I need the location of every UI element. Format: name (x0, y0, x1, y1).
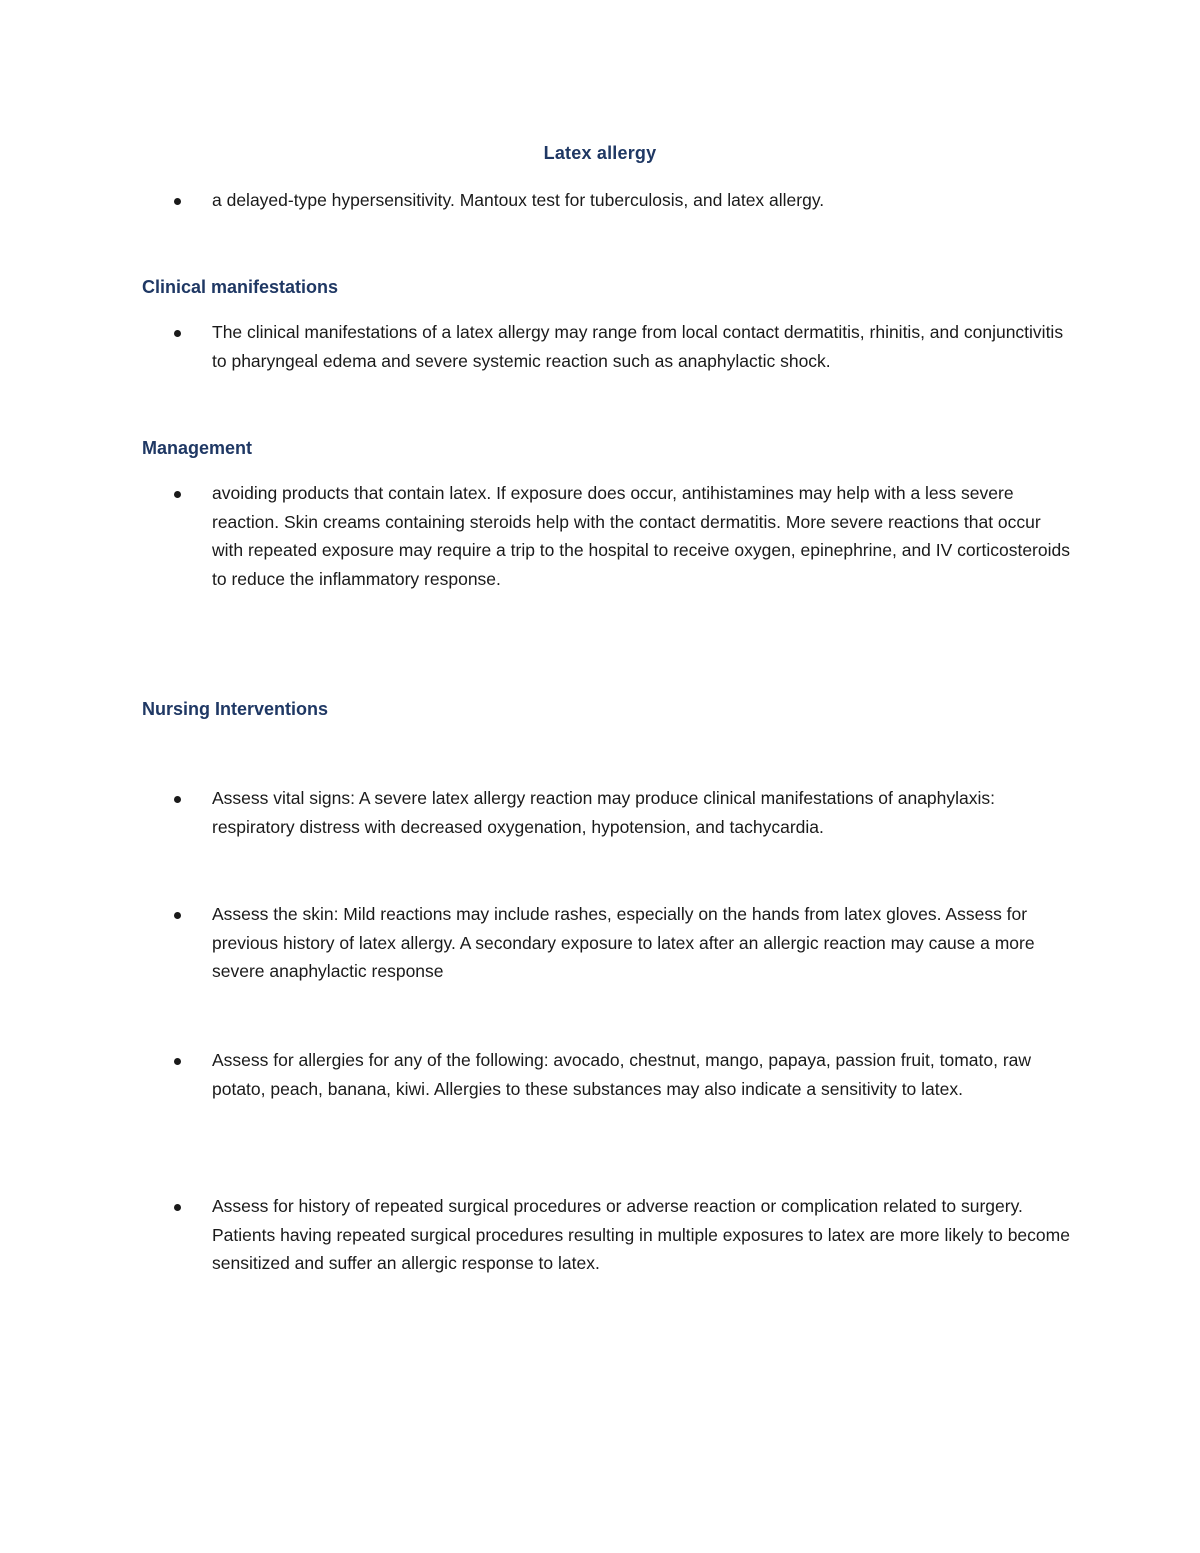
bullet-text: avoiding products that contain latex. If exposure does occur, antihistamines may help with a less severe reaction. Skin creams containing steroids help with the contact dermatitis. More severe reactions that occur with repeated exposure may require a trip to the hospital to receive oxygen, epinephrine, and IV corticosteroids to reduce the inflammatory response. (212, 483, 1070, 589)
document-title: Latex allergy (543, 143, 657, 163)
bullet-text: a delayed-type hypersensitivity. Mantoux test for tuberculosis, and latex allergy. (212, 190, 825, 210)
bullet-icon (174, 198, 181, 205)
bullet-text: Assess for allergies for any of the following: avocado, chestnut, mango, papaya, passion fruit, tomato, raw potato, peach, banana, kiwi. Allergies to these substances may also indicate a sensitivity to latex. (212, 1050, 1032, 1099)
bullet-text: Assess the skin: Mild reactions may include rashes, especially on the hands from latex gloves. Assess for previous history of latex allergy. A secondary exposure to latex after an allergic reaction may cause a more severe anaphylactic response (212, 904, 1035, 981)
bullet-text: Assess vital signs: A severe latex allergy reaction may produce clinical manifestations of anaphylaxis: respiratory distress with decreased oxygenation, hypotension, and tachycardia. (212, 788, 996, 837)
bullet-icon (174, 1058, 181, 1065)
bullet-icon (174, 796, 181, 803)
bullet-text: The clinical manifestations of a latex allergy may range from local contact dermatitis, rhinitis, and conjunctivitis to pharyngeal edema and severe systemic reaction such as anaphylactic shock. (212, 322, 1064, 371)
bullet-icon (174, 912, 181, 919)
bullet-icon (174, 330, 181, 337)
section-heading-clinical-manifestations: Clinical manifestations (142, 277, 339, 297)
bullet-text: Assess for history of repeated surgical procedures or adverse reaction or complication related to surgery. Patients having repeated surgical procedures resulting in multiple exposures to latex are more likely to become sensitized and suffer an allergic response to latex. (212, 1196, 1070, 1273)
bullet-icon (174, 1204, 181, 1211)
section-heading-management: Management (142, 438, 253, 458)
section-heading-nursing-interventions: Nursing Interventions (142, 699, 329, 719)
bullet-icon (174, 491, 181, 498)
